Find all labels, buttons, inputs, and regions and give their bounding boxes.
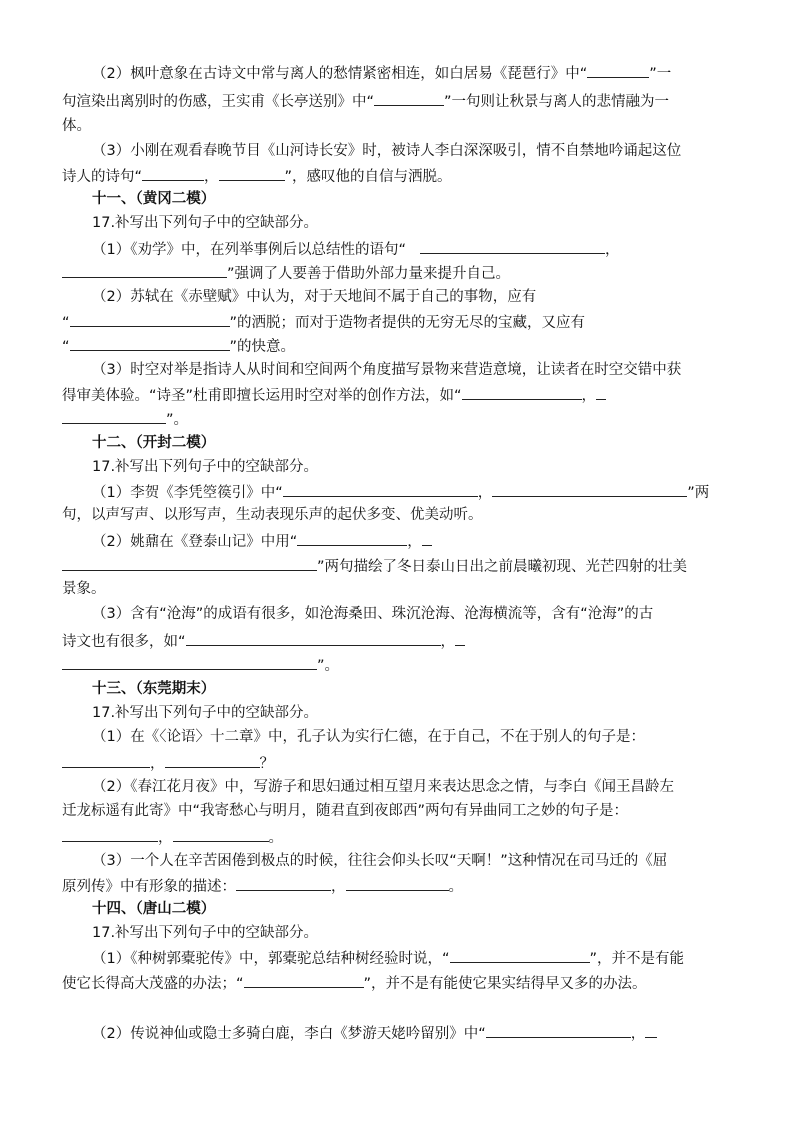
- blank[interactable]: [492, 481, 687, 497]
- s12-q2-line3: 景象。: [62, 581, 106, 597]
- blank[interactable]: [142, 165, 204, 181]
- s11-q1-line2: ”强调了人要善于借助外部力量来提升自己。: [62, 262, 510, 284]
- blank[interactable]: [62, 752, 150, 768]
- blank[interactable]: [374, 90, 444, 106]
- s13-q2-line2: 迁龙标遥有此寄》中“我寄愁心与明月，随君直到夜郎西”两句有异曲同工之妙的句子是：: [62, 803, 629, 819]
- blank[interactable]: [462, 384, 582, 400]
- instruction: 17.补写出下列句子中的空缺部分。: [92, 459, 319, 475]
- blank[interactable]: [587, 62, 649, 78]
- s12-q3-line1: （3）含有“沧海”的成语有很多，如沧海桑田、珠沉沧海、沧海横流等，含有“沧海”的古: [92, 606, 654, 622]
- s13-q3-line2: 原列传》中有形象的描述： ， 。: [62, 875, 463, 897]
- instruction: 17.补写出下列句子中的空缺部分。: [92, 925, 319, 941]
- s10-q2-line3: 体。: [62, 118, 91, 134]
- s13-q2-line3: ， 。: [62, 826, 283, 848]
- blank[interactable]: [297, 530, 407, 546]
- s12-q1-line2: 句，以声写声、以形写声，生动表现乐声的起伏多变、优美动听。: [62, 507, 483, 523]
- blank[interactable]: [62, 555, 317, 571]
- blank[interactable]: [645, 1022, 657, 1038]
- s12-q2-line1: （2）姚鼐在《登泰山记》中用“ ，: [92, 530, 432, 552]
- blank[interactable]: [236, 875, 331, 891]
- blank[interactable]: [219, 165, 285, 181]
- s13-q1-line1: （1）在《〈论语〉十二章》中，孔子认为实行仁德，在于自己，不在于别人的句子是：: [92, 729, 645, 745]
- blank[interactable]: [62, 826, 158, 842]
- blank[interactable]: [422, 530, 432, 546]
- s11-q3-line2: 得审美体验。“诗圣”杜甫即擅长运用时空对举的创作方法，如“ ，: [62, 384, 606, 406]
- blank[interactable]: [165, 752, 260, 768]
- s12-q3-line2: 诗文也有很多，如“ ，: [62, 630, 465, 652]
- blank[interactable]: [70, 335, 230, 351]
- s10-q3-line2: 诗人的诗句“ ， ”，感叹他的自信与洒脱。: [62, 165, 452, 187]
- blank[interactable]: [70, 311, 230, 327]
- section-heading: 十四、（唐山二模）: [92, 901, 216, 917]
- section-heading: 十一、（黄冈二模）: [92, 191, 216, 207]
- instruction: 17.补写出下列句子中的空缺部分。: [92, 215, 319, 231]
- blank[interactable]: [283, 481, 478, 497]
- s10-q2-line2: 句渲染出离别时的伤感，王实甫《长亭送别》中“ ”一句则让秋景与离人的悲情融为一: [62, 90, 669, 112]
- blank[interactable]: [62, 262, 227, 278]
- blank[interactable]: [62, 654, 317, 670]
- blank[interactable]: [455, 630, 465, 646]
- s11-q2-line3: “ ”的快意。: [62, 335, 295, 357]
- s12-q2-line2: ”两句描绘了冬日泰山日出之前晨曦初现、光芒四射的壮美: [62, 555, 687, 577]
- s13-q3-line1: （3）一个人在辛苦困倦到极点的时候，往往会仰头长叹“天啊！”这种情况在司马迁的《屈: [92, 853, 668, 869]
- blank[interactable]: [62, 408, 166, 424]
- blank[interactable]: [596, 384, 606, 400]
- blank[interactable]: [486, 1022, 631, 1038]
- s11-q2-line2: “ ”的洒脱；而对于造物者提供的无穷无尽的宝藏，又应有: [62, 311, 585, 333]
- s14-q1-line2: 使它长得高大茂盛的办法；“ ”，并不是有能使它果实结得早又多的办法。: [62, 972, 647, 994]
- s10-q3-line1: （3）小刚在观看春晚节目《山河诗长安》时，被诗人李白深深吸引，情不自禁地吟诵起这位: [92, 143, 682, 159]
- s14-q1-line1: （1）《种树郭橐驼传》中，郭橐驼总结种树经验时说，“ ”，并不是有能: [92, 947, 684, 969]
- s12-q1-line1: （1）李贺《李凭箜篌引》中“ ， ”两: [92, 481, 709, 503]
- s10-q2-line1: （2）枫叶意象在古诗文中常与离人的愁情紧密相连，如白居易《琵琶行》中“ ”一: [92, 62, 671, 84]
- s11-q3-line3: ”。: [62, 408, 188, 430]
- blank[interactable]: [173, 826, 269, 842]
- s13-q2-line1: （2）《春江花月夜》中，写游子和思妇通过相互望月来表达思念之情，与李白《闻王昌龄左: [92, 779, 674, 795]
- s13-q1-line2: ， ？: [62, 752, 274, 774]
- s11-q1-line1: （1）《劝学》中，在列举事例后以总结性的语句“ ，: [92, 238, 620, 260]
- blank[interactable]: [450, 947, 590, 963]
- section-heading: 十二、（开封二模）: [92, 435, 216, 451]
- s11-q2-line1: （2）苏轼在《赤壁赋》中认为，对于天地间不属于自己的事物，应有: [92, 289, 537, 305]
- blank[interactable]: [420, 238, 605, 254]
- blank[interactable]: [346, 875, 449, 891]
- blank[interactable]: [186, 630, 441, 646]
- s12-q3-line3: ”。: [62, 654, 339, 676]
- s11-q3-line1: （3）时空对举是指诗人从时间和空间两个角度描写景物来营造意境，让读者在时空交错中获: [92, 362, 682, 378]
- instruction: 17.补写出下列句子中的空缺部分。: [92, 705, 319, 721]
- blank[interactable]: [244, 972, 364, 988]
- section-heading: 十三、（东莞期末）: [92, 681, 216, 697]
- s14-q2-line1: （2）传说神仙或隐士多骑白鹿，李白《梦游天姥吟留别》中“ ，: [92, 1022, 657, 1044]
